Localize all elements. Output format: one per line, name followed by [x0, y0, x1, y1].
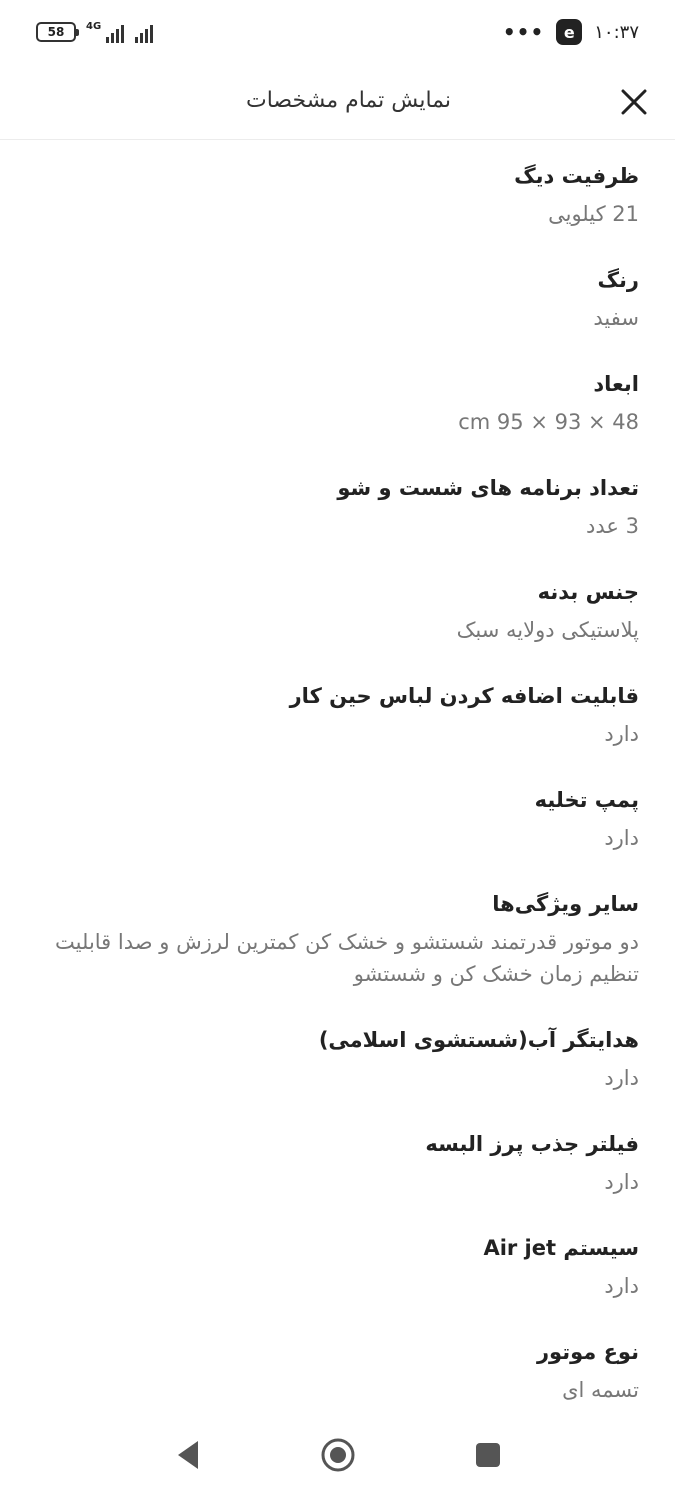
more-notifications-icon: •••	[502, 20, 545, 44]
battery-level: 58	[47, 25, 65, 39]
spec-item	[36, 1128, 639, 1198]
spec-item	[36, 264, 639, 334]
spec-item	[36, 472, 639, 542]
spec-label: سیستم Air jet	[483, 1236, 639, 1260]
spec-item	[36, 576, 639, 646]
spec-value: پلاستیکی دولایه سبک	[456, 618, 639, 642]
nav-recents-button[interactable]	[468, 1435, 508, 1475]
spec-value: cm 95 × 93 × 48	[458, 410, 639, 434]
battery-icon	[36, 22, 76, 42]
spec-item	[36, 784, 639, 854]
spec-value: سفید	[593, 306, 639, 330]
spec-label: تعداد برنامه های شست و شو	[337, 476, 639, 500]
system-nav-bar	[0, 1410, 675, 1500]
spec-item	[36, 368, 639, 438]
spec-label: ظرفیت دیگ	[514, 164, 639, 188]
status-right	[503, 19, 639, 45]
spec-value: دارد	[604, 1066, 639, 1090]
spec-item	[36, 1336, 639, 1406]
home-icon	[320, 1437, 356, 1473]
back-icon	[174, 1439, 202, 1471]
spec-label: رنگ	[597, 268, 639, 292]
spec-label: هدایتگر آب(شستشوی اسلامی)	[318, 1028, 639, 1052]
status-left	[36, 21, 153, 43]
spec-item	[36, 888, 639, 990]
page-title: نمایش تمام مشخصات	[246, 88, 451, 113]
signal-bars-icon	[106, 23, 124, 43]
spec-value: دارد	[604, 1274, 639, 1298]
signal-bars-2-icon	[135, 23, 153, 43]
spec-item	[36, 680, 639, 750]
spec-label: جنس بدنه	[537, 580, 639, 604]
spec-value: 3 عدد	[586, 514, 639, 538]
close-icon	[621, 89, 647, 115]
spec-value: تسمه ای	[562, 1378, 639, 1402]
header	[0, 64, 675, 140]
spec-label: قابلیت اضافه کردن لباس حین کار	[289, 684, 639, 708]
spec-item	[36, 1024, 639, 1094]
nav-home-button[interactable]	[318, 1435, 358, 1475]
spec-item	[36, 160, 639, 230]
spec-value: دارد	[604, 722, 639, 746]
spec-value: 21 کیلویی	[548, 202, 639, 226]
spec-item	[36, 1232, 639, 1302]
status-bar	[0, 0, 675, 64]
close-button[interactable]	[616, 84, 652, 120]
clock: ۱۰:۳۷	[594, 21, 639, 43]
recents-icon	[474, 1441, 502, 1469]
spec-label: فیلتر جذب پرز البسه	[425, 1132, 639, 1156]
spec-label: پمپ تخلیه	[534, 788, 639, 812]
spec-value: دارد	[604, 826, 639, 850]
nav-back-button[interactable]	[168, 1435, 208, 1475]
spec-label: سایر ویژگی‌ها	[492, 892, 639, 916]
spec-list	[0, 140, 675, 1440]
app-notification-icon: e	[556, 19, 582, 45]
spec-value: دارد	[604, 1170, 639, 1194]
network-indicator	[86, 21, 153, 43]
spec-label: ابعاد	[593, 372, 639, 396]
spec-label: نوع موتور	[536, 1340, 639, 1364]
spec-value: دو موتور قدرتمند شستشو و خشک کن کمترین لرزش و صدا قابلیت تنظیم زمان خشک کن و شستشو	[55, 930, 639, 986]
network-type: 4G	[86, 21, 102, 32]
